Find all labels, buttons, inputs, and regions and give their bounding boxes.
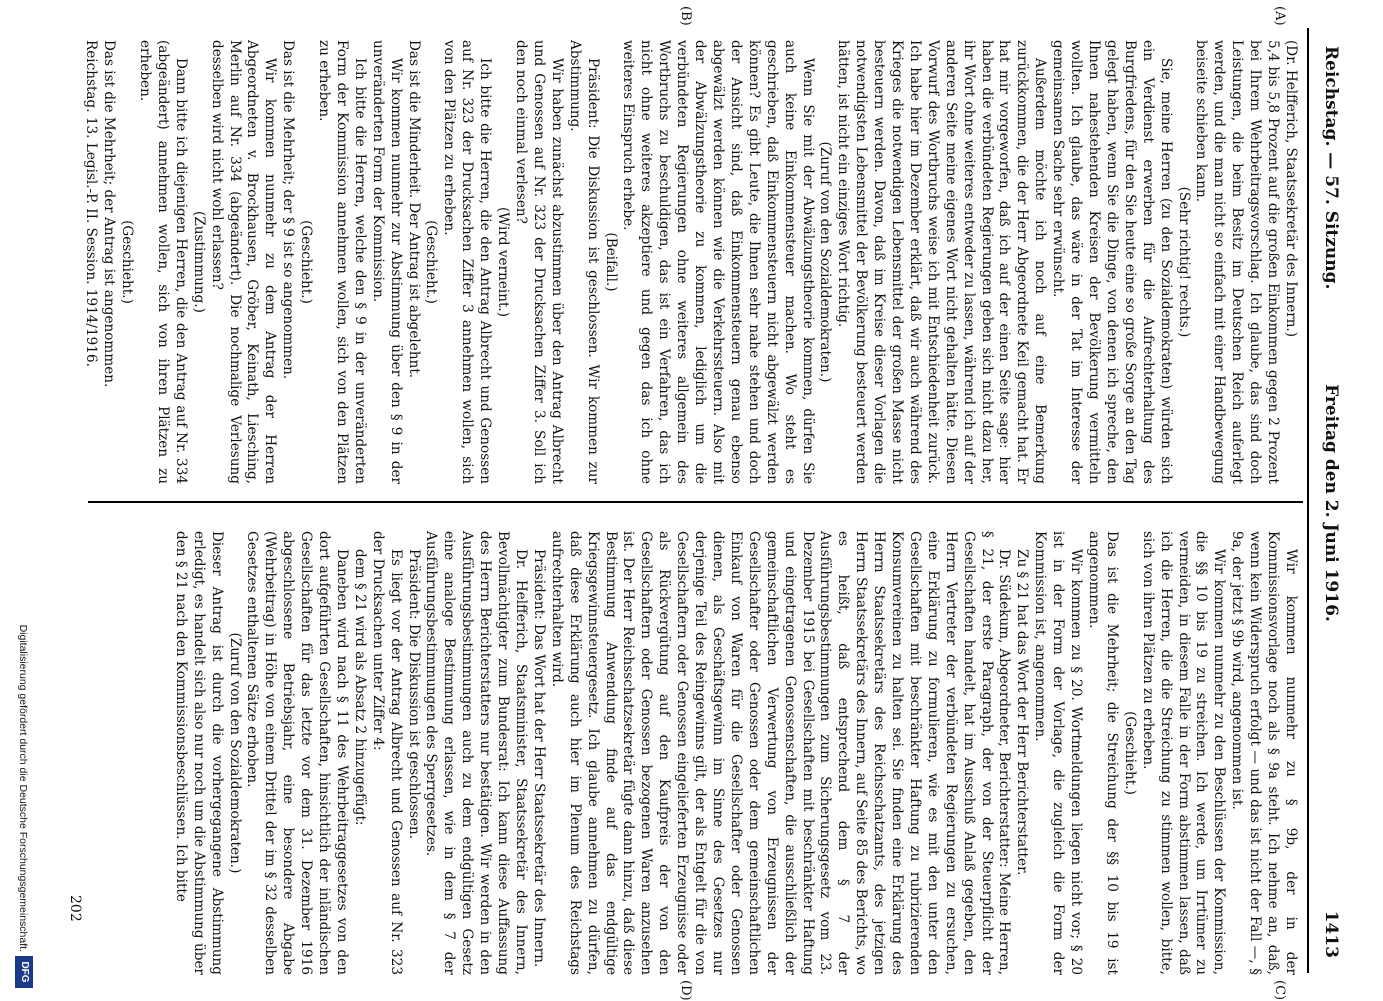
left-column-paragraph: (Zustimmung.)	[190, 211, 207, 313]
left-column-paragraph: (Zuruf von den Sozialdemokraten.)	[817, 141, 834, 383]
margin-marker-b: (B)	[678, 6, 693, 26]
margin-marker-c: (C)	[1272, 980, 1287, 1001]
header-date: Freitag den 2. Juni 1916.	[1321, 384, 1341, 622]
right-column-paragraph: Präsident: Die Diskussion ist geschlossen.	[405, 549, 422, 840]
left-column-paragraph: Das ist die Minderheit. Der Antrag ist abgelehnt.	[405, 40, 422, 379]
running-header	[1317, 28, 1347, 978]
right-column-paragraph: dem § 21 wird als Absatz 2 hinzugefügt:	[351, 549, 368, 826]
left-column-paragraph: 5,4 bis 5,8 Prozent auf die großen Einkommen gegen 2 Prozent bei Ihrem Wehrbeitragsvorschlag. Ich glaube, das sind doch Leistungen, die beim Besitz im Deutschen Reich auferlegt werden, und die man nicht so einfach mit einer Handbewegung beiseite schieben kann.	[1193, 40, 1282, 484]
margin-marker-d: (D)	[678, 980, 693, 1001]
page-number: 1413	[1321, 910, 1341, 958]
left-column-paragraph: Das ist die Mehrheit; der § 9 ist so angenommen.	[280, 40, 297, 380]
header-session-title: Reichstag. — 57. Sitzung.	[1321, 46, 1341, 290]
left-column-paragraph: Wenn Sie mit der Abwälzungstheorie kommen, dürfen Sie auch keine Einkommensteuer machen. Wo steht es geschrieben, daß Einkommensteuern nicht abgewälzt werden können? Es gibt Leute, die Ihnen sehr nahe stehen und doch der Ansicht sind, daß Einkommensteuern genau ebenso abgewälzt werden können wie die Verkehrssteuern. Also mit der Abwälzungstheorie zu kommen, lediglich um die verbündeten Regierungen ohne weiteres allgemein des Wortbruchs zu beschuldigen, das ist ein Verfahren, das ich nicht ohne weiteres akzeptiere und gegen das ich ohne weiteres Einspruch erhebe.	[620, 40, 816, 484]
left-column-paragraph: Präsident: Die Diskussion ist geschlossen. Wir kommen zur Abstimmung.	[566, 40, 601, 484]
right-column-paragraph: (Geschieht.)	[1121, 711, 1138, 795]
right-column-paragraph: Daneben wird nach § 11 des Wehrbeitraggesetzes von den dort aufgeführten Gesellschaften, hinsichtlich der inländischen Gesellschaften für das letzte vor dem 31. Dezember 1916 abgeschlossene Betriebsjahr, eine besondere Abgabe (Wehrbeitrag) in Höhe von einem Drittel der im § 32 desselben Gesetzes enthaltenen Sätze erhoben.	[244, 531, 350, 975]
right-column-paragraph: Dieser Antrag ist durch die vorhergegangene Abstimmung erledigt, es handelt sich also nur noch um die Abstimmung über den § 21 nach den Kommissionsbeschlüssen. Ich bitte	[172, 531, 225, 975]
column-divider	[88, 501, 1303, 503]
dfg-logo: DFG	[15, 956, 33, 988]
right-column-paragraph: Dr. Helfferich, Staatsminister, Staatssekretär des Innern, Bevollmächtigter zum Bundesrat: Ich kann diese Auffassung des Herrn Berichterstatters nur bestätigen. Wir werden in den Ausführungsbestimmungen auch zu dem endgültigen Gesetz eine analoge Bestimmung erlassen, wie in dem § 7 der Ausführungsbestimmungen des Sperrgesetzes.	[423, 531, 530, 975]
left-column-paragraph: Wir kommen nunmehr zur Abstimmung über den § 9 in der unveränderten Form der Kommission.	[369, 40, 404, 484]
left-column-paragraph: (Geschieht.)	[298, 220, 315, 304]
left-column-paragraph: Ich bitte die Herren, welche den § 9 in der unveränderten Form der Kommission annehmen wollen, sich von den Plätzen zu erheben.	[316, 40, 368, 484]
margin-marker-a: (A)	[1272, 6, 1287, 26]
signature-mark: 202	[67, 895, 83, 922]
left-column-paragraph: Das ist die Mehrheit; der Antrag ist angenommen.	[101, 40, 118, 388]
left-column-paragraph: (Geschieht.)	[119, 220, 136, 304]
left-column-paragraph: Ich bitte die Herren, die den Antrag Albrecht und Genossen auf Nr. 323 der Drucksachen Ziffer 3 annehmen wollen, sich von den Plätzen zu erheben.	[441, 40, 494, 484]
digitization-strip	[9, 0, 35, 1000]
right-column-paragraph: Es liegt vor der Antrag Albrecht und Genossen auf Nr. 323 der Drucksachen unter Ziffer 4:	[369, 531, 404, 975]
left-column-paragraph: Außerdem möchte ich noch auf eine Bemerkung zurückkommen, die der Herr Abgeordnete Keil gemacht hat. Er hat mir vorgeworfen, daß ich auf der einen Seite sage: hier haben die verbündeten Regierungen geben sich nicht dazu her, ihr Wort ohne weiteres entweder zu lassen, während ich auf der anderen Seite meine eigenes Wort nicht gehalten hätte. Diesen Vorwurf des Wortbruchs weise ich mit Entschiedenheit zurück. Ich habe hier im Dezember erklärt, daß wir auch während des Krieges die notwendigen Lebensmittel der großen Masse nicht besteuern werden. Davon, daß im Kreise dieser Vorlagen die notwendigsten Lebensmittel der Bevölkerung besteuert werden hätten, ist nicht ein einziges Wort richtig.	[835, 40, 1049, 484]
right-column-paragraph: Wir kommen zu § 20. Wortmeldungen liegen nicht vor; § 20 ist in der Form der Vorlage, die zugleich die Form der Kommission ist, angenommen.	[1032, 531, 1085, 975]
left-column-paragraph: Sie, meine Herren (zu den Sozialdemokraten) würden sich ein Verdienst erwerben für die Aufrechterhaltung des Burgfriedens, für den Sie heute eine so große Sorge an den Tag gelegt haben, wenn Sie die Dinge, von denen ich spreche, den Ihnen nahestehenden Kreisen der Bevölkerung vermitteln wollten. Ich glaube, das wäre in der Tat im Interesse der gemeinsamen Sache sehr erwünscht.	[1050, 40, 1174, 484]
left-column-paragraph: (Wird verneint.)	[495, 206, 512, 318]
right-column-paragraph: (Zuruf von den Sozialdemokraten.)	[226, 632, 243, 874]
left-column-paragraph: (Dr. Helfferich, Staatssekretär des Innern.)	[1283, 40, 1299, 338]
right-column-paragraph: Das ist die Mehrheit; die Streichung der §§ 10 bis 19 ist angenommen.	[1086, 531, 1120, 975]
left-column-paragraph: (Sehr richtig! rechts.)	[1175, 186, 1192, 338]
left-column-paragraph: (Beifall.)	[602, 232, 619, 292]
right-text-column	[87, 531, 1299, 975]
left-column-paragraph: Wir haben zunächst abzustimmen über den Antrag Albrecht und Genossen auf Nr. 323 der Drucksachen Ziffer 3. Soll ich den noch einmal verlesen?	[513, 40, 565, 484]
header-rule	[1307, 28, 1309, 973]
left-column-paragraph: Wir kommen nunmehr zu dem Antrag der Herren Abgeordneten v. Brockhausen, Gröber, Keinath, Liesching, Merlin auf Nr. 334 (abgeändert). Die nochmalige Verlesung desselben wird nicht wohl erlassen?	[208, 40, 279, 484]
left-column-paragraph: Reichstag. 13. Legisl.-P. II. Session. 1914/1916.	[83, 40, 100, 367]
right-column-paragraph: Dr. Südekum, Abgeordneter, Berichterstatter: Meine Herren, § 21, der erste Paragraph, der von der Steuerpflicht der Gesellschaften handelt, hat im Ausschuß Anlaß gegeben, den Herrn Vertreter der verbündeten Regierungen zu ersuchen, eine Erklärung zu formulieren, wie es mit den unter den Gesellschaften mit beschränkter Haftung zu rubrizierenden Konsumvereinen zu halten sei. Sie finden eine Erklärung des Herrn Staatssekretärs des Reichsschatzamts, des jetzigen Herrn Staatssekretärs des Innern, auf Seite 85 des Berichts, wo es heißt, daß entsprechend dem § 7 der Ausführungsbestimmungen zum Sicherungsgesetz vom 23. Dezember 1915 bei Gesellschaften mit beschränkter Haftung und eingetragenen Genossenschaften, die ausschließlich der gemeinschaftlichen Verwertung von Erzeugnissen der Gesellschafter oder Genossen oder dem gemeinschaftlichen Einkauf von Waren für die Gesellschafter oder Genossen dienen, als Geschäftsgewinn im Sinne des Gesetzes nur derjenige Teil des Reingewinns gilt, der als Entgelt für die von Gesellschaftern oder Genossen eingelieferten Erzeugnisse oder als Rückvergütung auf den Kaufpreis der von den Gesellschaftern oder Genossen bezogenen Waren anzusehen ist. Der Herr Reichsschatzsekretär fügte dann hinzu, daß diese Bestimmung Anwendung finde auf das endgültige Kriegsgewinnsteuergesetz. Ich glaube annehmen zu dürfen, daß diese Erklärung auch hier im Plenum des Reichstags aufrechterhalten wird.	[548, 531, 1013, 975]
left-column-paragraph: (Geschieht.)	[423, 220, 440, 304]
right-column-paragraph: Wir kommen nunmehr zu § 9b, der in der Kommissionsvorlage noch als § 9a steht. Ich nehme an, daß, wenn kein Widerspruch erfolgt — und das ist nicht der Fall —, § 9a, der jetzt § 9b wird, angenommen ist.	[1229, 531, 1299, 975]
digitization-notice: Digitalisierung gefördert durch die Deutsche Forschungsgemeinschaft.	[17, 624, 29, 952]
left-column-paragraph: Dann bitte ich diejenigen Herren, die den Antrag auf Nr. 334 (abgeändert) annehmen wollen, sich von ihren Plätzen zu erheben.	[137, 40, 189, 484]
right-column-paragraph: Zu § 21 hat das Wort der Herr Berichterstatter.	[1014, 549, 1031, 876]
right-column-paragraph: Wir kommen nunmehr zu den Beschlüssen der Kommission, die §§ 10 bis 19 zu streichen. Ich werde, um Irrtümer zu vermeiden, in diesem Falle in der Form abstimmen lassen, daß ich die Herren, die die Streichung zu stimmen wollen, bitte, sich von ihren Plätzen zu erheben.	[1139, 531, 1228, 975]
left-text-column	[83, 40, 1299, 484]
right-column-paragraph: Präsident: Das Wort hat der Herr Staatssekretär des Innern.	[530, 549, 547, 968]
